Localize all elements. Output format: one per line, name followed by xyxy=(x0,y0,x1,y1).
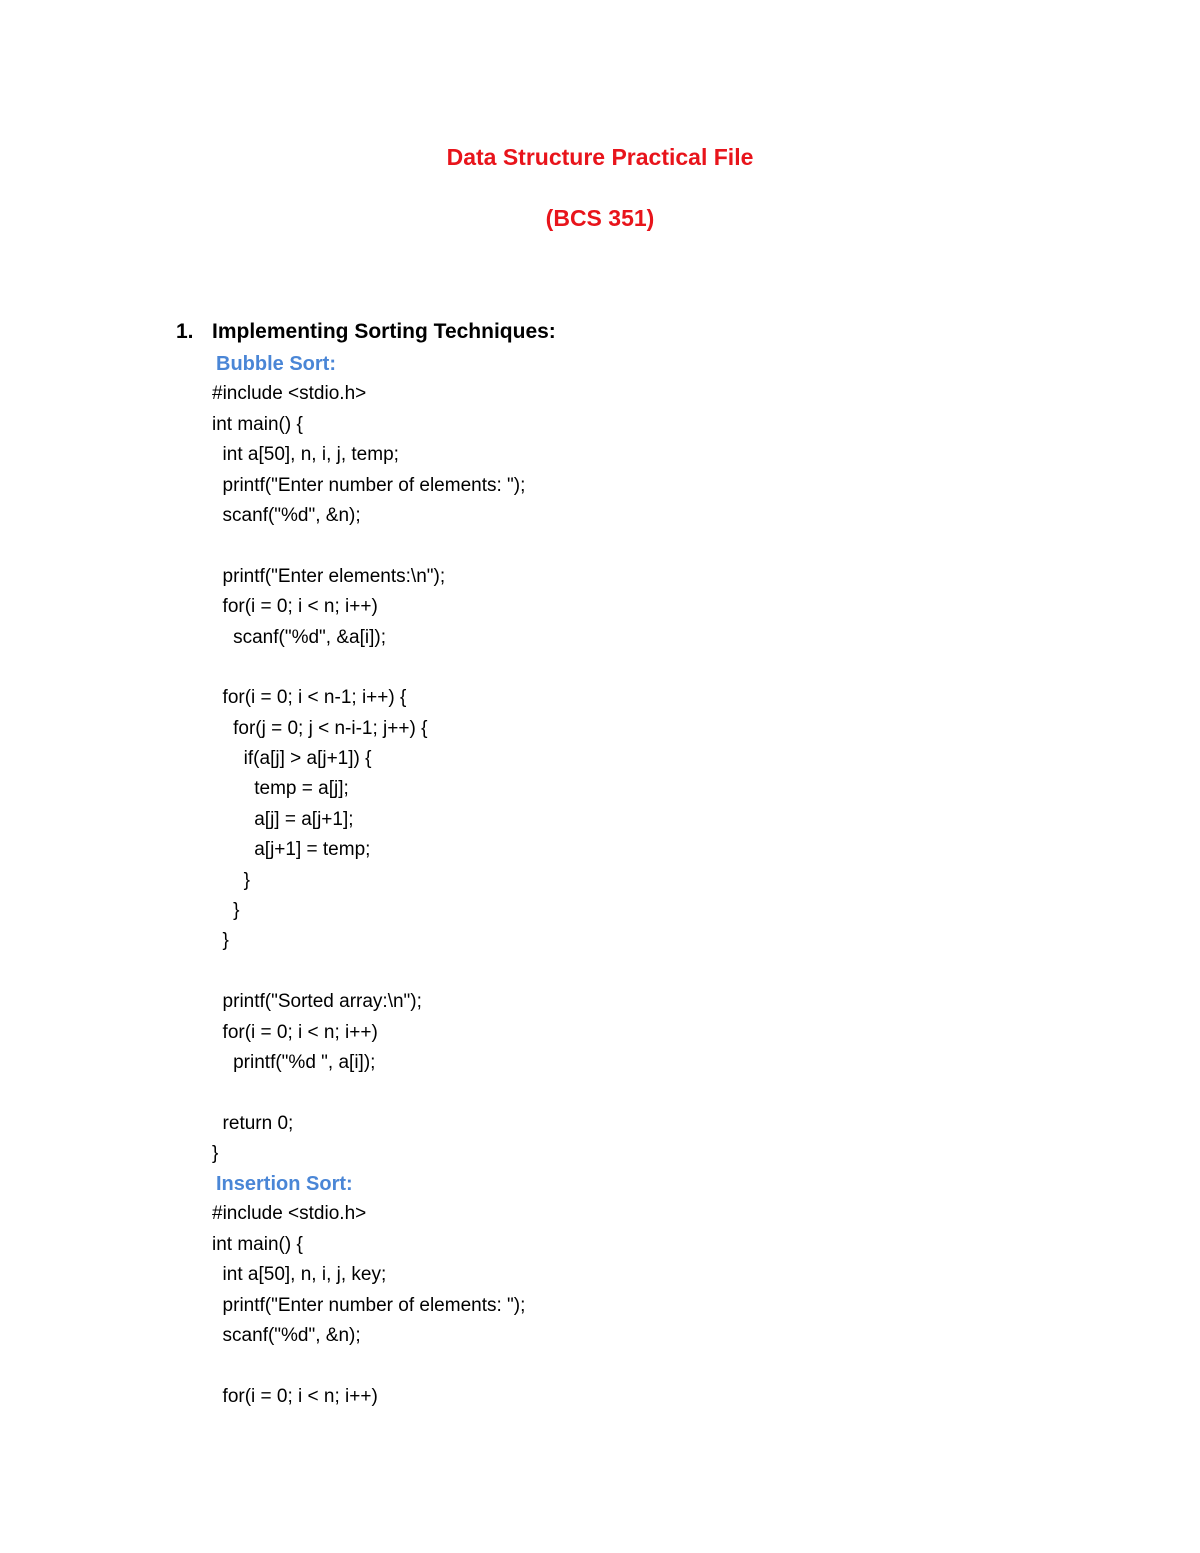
code-line: for(i = 0; i < n; i++) xyxy=(212,596,378,618)
code-line: printf("%d ", a[i]); xyxy=(212,1051,376,1073)
code-line: printf("Sorted array:\n"); xyxy=(212,991,422,1013)
code-line xyxy=(212,957,525,987)
code-line xyxy=(212,653,525,683)
code-line xyxy=(212,1078,525,1108)
code-line: scanf("%d", &n); xyxy=(212,1324,361,1346)
insertion-sort-block xyxy=(212,1169,525,1412)
code-line: printf("Enter elements:\n"); xyxy=(212,565,446,587)
insertion-sort-heading: Insertion Sort: xyxy=(216,1173,353,1195)
bubble-sort-code xyxy=(212,379,525,1169)
bubble-sort-heading: Bubble Sort: xyxy=(216,353,336,375)
section-title: Implementing Sorting Techniques: xyxy=(212,320,556,343)
code-line: } xyxy=(212,930,229,952)
section-heading xyxy=(176,317,556,347)
bubble-sort-block xyxy=(212,349,525,1170)
code-line: scanf("%d", &n); xyxy=(212,504,361,526)
code-line: printf("Enter number of elements: "); xyxy=(212,1294,526,1316)
code-line: return 0; xyxy=(212,1112,294,1134)
code-line: for(i = 0; i < n; i++) xyxy=(212,1385,378,1407)
code-line: } xyxy=(212,1143,219,1165)
code-line: #include <stdio.h> xyxy=(212,383,367,405)
code-line: int a[50], n, i, j, temp; xyxy=(212,444,399,466)
code-line: } xyxy=(212,900,240,922)
code-line: int main() { xyxy=(212,1233,303,1255)
code-line xyxy=(212,1351,525,1381)
code-line: if(a[j] > a[j+1]) { xyxy=(212,748,372,770)
code-line: printf("Enter number of elements: "); xyxy=(212,474,526,496)
code-line: #include <stdio.h> xyxy=(212,1203,367,1225)
code-line: for(i = 0; i < n; i++) xyxy=(212,1021,378,1043)
code-line: scanf("%d", &a[i]); xyxy=(212,626,386,648)
code-line: a[j] = a[j+1]; xyxy=(212,808,354,830)
code-line xyxy=(212,531,525,561)
course-code: (BCS 351) xyxy=(545,205,655,231)
code-line: temp = a[j]; xyxy=(212,778,349,800)
document-title: Data Structure Practical File xyxy=(446,144,754,170)
code-line: for(j = 0; j < n-i-1; j++) { xyxy=(212,717,428,739)
code-line: for(i = 0; i < n-1; i++) { xyxy=(212,687,407,709)
code-line: int a[50], n, i, j, key; xyxy=(212,1264,387,1286)
code-line: } xyxy=(212,869,251,891)
code-line: a[j+1] = temp; xyxy=(212,839,371,861)
section-number: 1. xyxy=(176,320,194,343)
code-line: int main() { xyxy=(212,413,303,435)
insertion-sort-code xyxy=(212,1199,525,1412)
